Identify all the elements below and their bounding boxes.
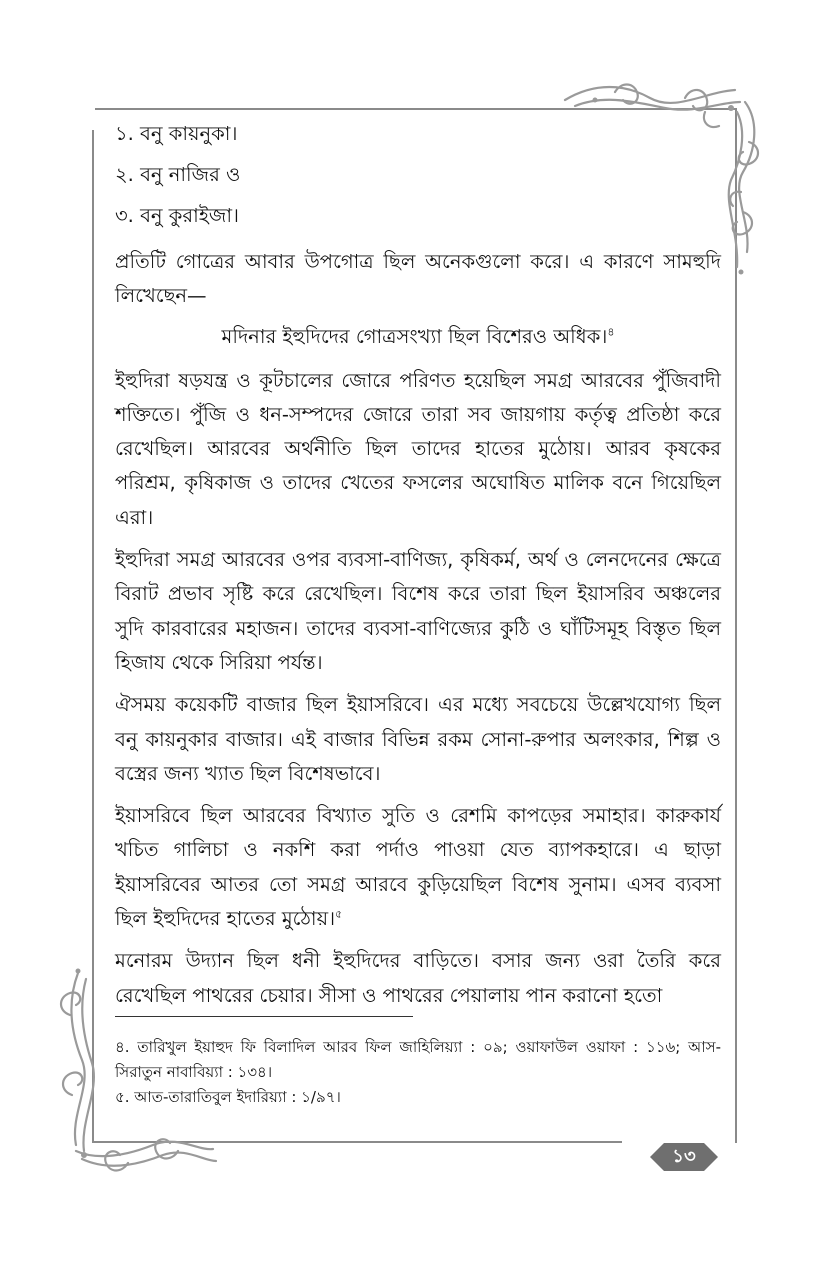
paragraph: ঐসময় কয়েকটি বাজার ছিল ইয়াসরিবে। এর মধ্যে সবচেয়ে উল্লেখযোগ্য ছিল বনু কায়নুকার বাজার। এই বাজার বিভিন্ন রকম সোনা-রুপার অলংকার, শিল্প ও বস্ত্রের জন্য খ্যাত ছিল বিশেষভাবে। <box>115 693 721 785</box>
paragraph: ইহুদিরা ষড়যন্ত্র ও কূটচালের জোরে পরিণত হয়েছিল সমগ্র আরবের পুঁজিবাদী শক্তিতে। পুঁজি ও ধন-সম্পদের জোরে তারা সব জায়গায় কর্তৃত্ব প্রতিষ্ঠা করে রেখেছিল। আরবের অর্থনীতি ছিল তাদের হাতের মুঠোয়। আরব কৃষকের পরিশ্রম, কৃষিকাজ ও তাদের খেতের ফসলের অঘোষিত মালিক বনে গিয়েছিল এরা। <box>115 368 721 529</box>
list-item: ৩. বনু কুরাইজা। <box>115 204 240 227</box>
page-body <box>115 122 721 1021</box>
quote-text: মদিনার ইহুদিদের গোত্রসংখ্যা ছিল বিশেরও অধিক। <box>221 324 608 348</box>
footnotes <box>115 1035 721 1110</box>
footnote-divider <box>115 1016 413 1017</box>
list-item: ২. বনু নাজির ও <box>115 163 241 186</box>
footnote-ref: ৪ <box>607 325 615 339</box>
footnote: ৫. আত-তারাতিবুল ইদারিয়্যা : ১/৯৭। <box>115 1088 341 1106</box>
block-quote <box>115 322 721 352</box>
paragraph-with-note <box>115 799 721 936</box>
footnote: ৪. তারিখুল ইয়াহুদ ফি বিলাদিল আরব ফিল জাহিলিয়্যা : ০৯; ওয়াফাউল ওয়াফা : ১১৬; আস-সিরাতুন নাবাবিয়্যা : ১৩৪। <box>115 1038 721 1081</box>
page-number: ১৩ <box>672 1146 696 1167</box>
list-item: ১. বনু কায়নুকা। <box>115 122 238 145</box>
paragraph-text: ইয়াসরিবে ছিল আরবের বিখ্যাত সুতি ও রেশমি কাপড়ের সমাহার। কারুকার্য খচিত গালিচা ও নকশি করা পর্দাও পাওয়া যেত ব্যাপকহারে। এ ছাড়া ইয়াসরিবের আতর তো সমগ্র আরবে কুড়িয়েছিল বিশেষ সুনাম। এসব ব্যবসা ছিল ইহুদিদের হাতের মুঠোয়। <box>115 804 721 931</box>
paragraph-continued: মনোরম উদ্যান ছিল ধনী ইহুদিদের বাড়িতে। বসার জন্য ওরা তৈরি করে রেখেছিল পাথরের চেয়ার। সীসা ও পাথরের পেয়ালায় পান করানো হতো <box>115 949 721 1007</box>
paragraph: ইহুদিরা সমগ্র আরবের ওপর ব্যবসা-বাণিজ্য, কৃষিকর্ম, অর্থ ও লেনদেনের ক্ষেত্রে বিরাট প্রভাব সৃষ্টি করে রেখেছিল। বিশেষ করে তারা ছিল ইয়াসরিব অঞ্চলের সুদি কারবারের মহাজন। তাদের ব্যবসা-বাণিজ্যের কুঠি ও ঘাঁটিসমূহ বিস্তৃত ছিল হিজায থেকে সিরিয়া পর্যন্ত। <box>115 548 721 674</box>
footnote-ref: ৫ <box>335 907 343 921</box>
intro-paragraph: প্রতিটি গোত্রের আবার উপগোত্র ছিল অনেকগুলো করে। এ কারণে সামহুদি লিখেছেন— <box>115 250 721 308</box>
